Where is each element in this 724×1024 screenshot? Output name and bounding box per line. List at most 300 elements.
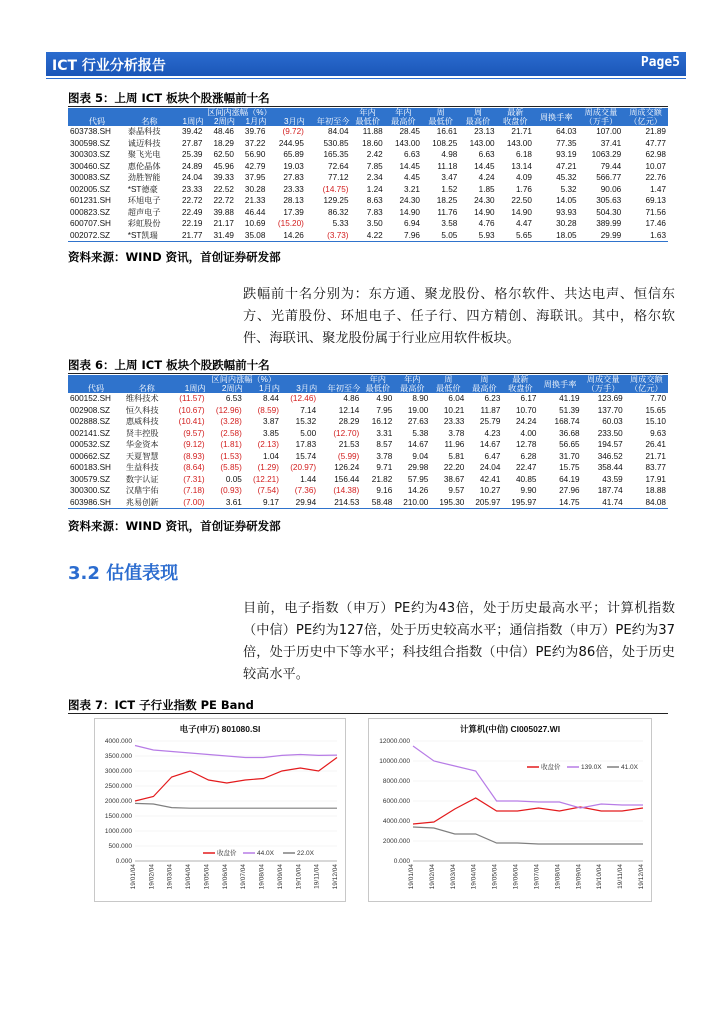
- table-cell: 58.48: [361, 497, 394, 509]
- table-cell: 86.32: [328, 207, 349, 217]
- table-cell: 26.41: [645, 440, 666, 449]
- table-cell: 6.63: [478, 150, 495, 159]
- table-cell: (14.75): [322, 184, 349, 194]
- header-wlow-1: 周: [430, 375, 466, 384]
- header-vol-2: （万手）: [582, 384, 625, 393]
- table-cell: 3.78: [448, 428, 465, 438]
- x-tick-label: 19/03/04: [449, 864, 457, 890]
- table-cell: 18.60: [362, 138, 383, 148]
- table-row: [68, 497, 668, 509]
- table-cell: 8.90: [412, 394, 429, 403]
- header-m1: 1月内: [244, 384, 281, 393]
- x-tick-label: 19/06/04: [221, 864, 229, 890]
- table-cell: 346.52: [597, 451, 623, 461]
- stock-code: 300460.SZ: [70, 161, 111, 171]
- table-cell: 25.39: [181, 150, 203, 159]
- header-whigh-1: 周: [466, 375, 502, 384]
- table-cell: 8.63: [366, 196, 383, 205]
- y-tick-label: 4000.000: [382, 818, 410, 825]
- x-tick-label: 19/11/04: [313, 864, 321, 889]
- table-cell: 7.83: [366, 207, 383, 217]
- table-cell: 1.04: [263, 451, 279, 461]
- table-cell: (8.64): [183, 463, 205, 472]
- series-line-1: [413, 746, 643, 808]
- table-cell: 4.47: [515, 219, 532, 228]
- table-cell: 123.69: [597, 394, 623, 403]
- legend-label: 41.0X: [621, 764, 638, 771]
- table-cell: (8.59): [257, 405, 279, 415]
- x-tick-label: 19/10/04: [295, 864, 303, 890]
- table-cell: 9.57: [448, 486, 465, 495]
- table-cell: 3.58: [441, 219, 458, 228]
- header-high52-1: 年内: [394, 375, 430, 384]
- y-tick-label: 2500.000: [104, 783, 132, 790]
- table-cell: 84.04: [328, 127, 349, 136]
- series-line-0: [135, 758, 337, 802]
- table-cell: (7.36): [294, 486, 317, 495]
- table-cell: 28.13: [283, 196, 304, 205]
- table-cell: 57.95: [407, 474, 429, 484]
- table-cell: (1.29): [257, 463, 279, 472]
- table-cell: 35.08: [236, 230, 267, 242]
- header-high52-2: 最高价: [385, 117, 422, 126]
- table-cell: 194.57: [597, 440, 623, 449]
- table-cell: 14.67: [479, 440, 501, 449]
- table-cell: 18.88: [645, 486, 666, 495]
- table-cell: 79.44: [600, 161, 622, 171]
- table-cell: 126.24: [334, 463, 360, 472]
- table-cell: 2.42: [366, 150, 383, 159]
- table-cell: 29.99: [579, 230, 624, 242]
- table-cell: 195.97: [502, 497, 538, 509]
- stock-name: 聚飞光电: [127, 150, 161, 159]
- table-cell: 64.03: [556, 127, 577, 136]
- table-cell: 305.63: [596, 196, 622, 205]
- table-cell: 7.14: [300, 405, 317, 415]
- chart-electronics-svg: [95, 719, 345, 901]
- y-tick-label: 1000.000: [104, 828, 132, 835]
- table-cell: 11.76: [437, 207, 458, 217]
- table-cell: 7.85: [366, 161, 383, 171]
- table-cell: 195.30: [430, 497, 466, 509]
- table-row: [68, 474, 668, 486]
- stock-name: *ST凯瑞: [126, 230, 173, 242]
- table-cell: 30.28: [244, 184, 266, 194]
- header-close-2: 收盘价: [497, 117, 534, 126]
- table-cell: 19.03: [283, 161, 304, 171]
- x-tick-label: 19/01/04: [408, 864, 415, 890]
- table-cell: 83.77: [645, 463, 666, 472]
- table-cell: (2.13): [257, 440, 279, 449]
- table-cell: 4.00: [520, 428, 537, 438]
- table-cell: 23.13: [474, 127, 495, 136]
- header-low52-1: 年内: [351, 108, 385, 117]
- table-cell: 39.42: [181, 127, 203, 136]
- table-cell: 15.65: [645, 405, 666, 415]
- series-line-2: [135, 803, 337, 808]
- table-cell: (14.38): [333, 486, 360, 495]
- table-cell: 4.86: [343, 394, 360, 403]
- stock-code: 002908.SZ: [70, 405, 111, 415]
- table-cell: 24.30: [399, 196, 420, 205]
- x-tick-label: 19/02/04: [148, 864, 156, 890]
- table-cell: (10.67): [178, 405, 205, 415]
- table-cell: 21.82: [371, 474, 393, 484]
- header-amt-2: （亿元）: [625, 384, 668, 393]
- header-whigh-2: 最高价: [466, 384, 502, 393]
- header-high52-1: 年内: [385, 108, 422, 117]
- stock-code: 600707.SH: [70, 219, 111, 228]
- table-cell: 5.81: [448, 451, 465, 461]
- header-code: 代码: [68, 117, 126, 126]
- table-cell: 1.47: [650, 184, 666, 194]
- table-cell: 17.91: [645, 474, 666, 484]
- table-cell: 18.05: [534, 230, 579, 242]
- table-cell: 14.67: [407, 440, 429, 449]
- stock-name: 恒久科技: [125, 405, 159, 415]
- y-tick-label: 10000.000: [379, 758, 410, 765]
- header-name: 名称: [124, 384, 170, 393]
- table-cell: (7.31): [183, 474, 205, 484]
- table-cell: 214.53: [318, 497, 361, 509]
- table-cell: 16.12: [371, 417, 393, 426]
- table-cell: 244.95: [278, 138, 304, 148]
- table-cell: 17.83: [295, 440, 317, 449]
- table-cell: 14.45: [399, 161, 420, 171]
- chart-title: 计算机(中信) CI005027.WI: [459, 724, 561, 734]
- report-title: ICT 行业分析报告: [52, 58, 166, 74]
- stock-name: 诚迈科技: [127, 138, 161, 148]
- x-tick-label: 19/07/04: [533, 864, 541, 890]
- table-cell: 71.56: [645, 207, 666, 217]
- stock-code: 300579.SZ: [70, 474, 111, 484]
- header-m3: 3月内: [281, 384, 318, 393]
- table-cell: (7.18): [183, 486, 205, 495]
- table-cell: 65.89: [283, 150, 304, 159]
- table-cell: 60.03: [602, 417, 623, 426]
- header-name: 名称: [126, 117, 173, 126]
- table-cell: (2.58): [220, 428, 242, 438]
- fig6-table: [68, 375, 668, 509]
- table-cell: 56.90: [244, 150, 266, 159]
- table-cell: 39.33: [213, 173, 234, 182]
- header-m3: 3月内: [267, 117, 305, 126]
- table-cell: (5.85): [220, 463, 242, 472]
- stock-name: 天夏智慧: [125, 451, 159, 461]
- table-cell: 3.78: [376, 451, 393, 461]
- table-cell: 11.87: [480, 405, 501, 415]
- table-row: [68, 439, 668, 451]
- table-cell: 9.90: [520, 486, 537, 495]
- table-cell: 1.85: [478, 184, 495, 194]
- table-cell: 11.88: [362, 127, 383, 136]
- table-row: [68, 405, 668, 417]
- fig5-title-rule: [68, 106, 668, 107]
- header-w1: 1周内: [169, 384, 206, 393]
- table-cell: (9.12): [183, 440, 205, 449]
- header-low52-2: 最低价: [351, 117, 385, 126]
- table-cell: (8.93): [183, 451, 205, 461]
- table-cell: 31.49: [204, 230, 235, 242]
- stock-code: 300598.SZ: [70, 138, 111, 148]
- x-tick-label: 19/06/04: [512, 864, 520, 890]
- table-cell: 93.93: [556, 207, 577, 217]
- table-cell: 24.30: [474, 196, 495, 205]
- header-wlow-1: 周: [422, 108, 459, 117]
- table-cell: 64.19: [559, 474, 580, 484]
- chart-computer: [368, 718, 652, 902]
- table-cell: 7.96: [385, 230, 422, 242]
- table-cell: 143.00: [394, 138, 420, 148]
- table-cell: (11.57): [179, 394, 205, 403]
- fig6-title: 图表 6：上周 ICT 板块个股跌幅前十名: [68, 358, 270, 372]
- table-cell: 143.00: [506, 138, 532, 148]
- table-cell: (0.93): [220, 486, 242, 495]
- table-cell: 8.57: [376, 440, 393, 449]
- table-cell: 3.31: [376, 428, 393, 438]
- stock-name: 环旭电子: [127, 196, 161, 205]
- y-tick-label: 3500.000: [104, 753, 132, 760]
- table-cell: (1.81): [220, 440, 242, 449]
- table-cell: 156.44: [334, 474, 360, 484]
- stock-name: 超声电子: [127, 207, 161, 217]
- table-cell: 47.21: [556, 161, 577, 171]
- header-high52-2: 最高价: [394, 384, 430, 393]
- table-cell: 90.06: [600, 184, 622, 194]
- table-cell: 530.85: [323, 138, 349, 148]
- table-cell: 143.00: [469, 138, 495, 148]
- table-cell: 9.04: [412, 451, 429, 461]
- x-tick-label: 19/11/04: [617, 864, 625, 889]
- header-wlow-2: 最低价: [430, 384, 466, 393]
- legend-label: 139.0X: [581, 764, 602, 771]
- table-cell: 14.75: [538, 497, 581, 509]
- table-cell: 5.33: [332, 219, 349, 228]
- fig7-title-rule: [68, 713, 668, 714]
- header-close-1: 最新: [502, 375, 538, 384]
- table-cell: 43.59: [602, 474, 623, 484]
- table-cell: 41.19: [559, 394, 580, 403]
- stock-name: 惠伦晶体: [127, 161, 161, 171]
- table-cell: 6.53: [225, 394, 242, 403]
- table-cell: 10.21: [443, 405, 465, 415]
- y-tick-label: 2000.000: [382, 838, 410, 845]
- table-cell: 37.22: [244, 138, 266, 148]
- paragraph-decliners: 跌幅前十名分别为：东方通、聚龙股份、格尔软件、共达电声、恒信东方、光莆股份、环旭电子、任子行、四方精创、海联讯。其中，格尔软件、海联讯、聚龙股份属于行业应用软件板块。: [243, 287, 675, 346]
- table-cell: 29.98: [407, 463, 429, 472]
- header-amt-1: 周成交额: [625, 375, 668, 384]
- stock-name: 华金资本: [125, 440, 159, 449]
- table-cell: 1.44: [300, 474, 317, 484]
- table-cell: 42.79: [244, 161, 266, 171]
- table-cell: (9.57): [183, 428, 205, 438]
- table-cell: 27.83: [283, 173, 304, 182]
- header-amt-2: （亿元）: [623, 117, 668, 126]
- table-cell: 14.26: [267, 230, 305, 242]
- table-cell: 31.70: [559, 451, 580, 461]
- table-cell: 4.90: [376, 394, 393, 403]
- header-close-2: 收盘价: [502, 384, 538, 393]
- table-cell: 233.50: [597, 428, 623, 438]
- table-cell: 9.17: [244, 497, 281, 509]
- table-cell: (12.70): [333, 428, 360, 438]
- x-tick-label: 19/12/04: [332, 864, 339, 890]
- table-cell: 15.10: [645, 417, 666, 426]
- x-tick-label: 19/12/04: [638, 864, 645, 890]
- table-cell: 12.14: [338, 405, 360, 415]
- table-cell: 108.25: [432, 138, 458, 148]
- chart-electronics: [94, 718, 346, 902]
- table-cell: 23.33: [443, 417, 465, 426]
- table-cell: 37.41: [600, 138, 622, 148]
- header-low52-1: 年内: [361, 375, 394, 384]
- table-cell: 5.00: [300, 428, 317, 438]
- stock-code: 601231.SH: [70, 196, 111, 205]
- chart-computer-svg: [369, 719, 651, 901]
- stock-code: 002072.SZ: [68, 230, 126, 242]
- table-row: [68, 451, 668, 463]
- table-cell: 24.24: [515, 417, 537, 426]
- table-cell: (3.28): [220, 417, 242, 426]
- table-cell: (5.99): [337, 451, 360, 461]
- table-row: [68, 161, 668, 173]
- table-cell: 22.19: [181, 219, 203, 228]
- table-cell: 10.27: [479, 486, 501, 495]
- table-cell: 5.32: [560, 184, 577, 194]
- table-cell: 29.94: [281, 497, 318, 509]
- table-cell: 22.20: [443, 463, 465, 472]
- table-cell: (9.72): [282, 127, 304, 136]
- header-wlow-2: 最低价: [422, 117, 459, 126]
- table-cell: 165.35: [323, 150, 349, 159]
- table-cell: 21.17: [213, 219, 234, 228]
- table-cell: 137.70: [597, 405, 623, 415]
- table-cell: 27.63: [407, 417, 429, 426]
- table-cell: 36.68: [559, 428, 580, 438]
- table-cell: 18.25: [436, 196, 458, 205]
- table-row: [68, 393, 668, 405]
- table-cell: 23.33: [283, 184, 304, 194]
- table-cell: (12.21): [253, 474, 279, 484]
- table-cell: 13.14: [511, 161, 532, 171]
- table-cell: 205.97: [466, 497, 502, 509]
- stock-code: 600152.SH: [70, 394, 111, 403]
- header-close-1: 最新: [497, 108, 534, 117]
- table-row: [68, 149, 668, 161]
- stock-code: 000532.SZ: [70, 440, 111, 449]
- stock-code: 002005.SZ: [70, 184, 111, 194]
- fig5-title: 图表 5：上周 ICT 板块个股涨幅前十名: [68, 91, 270, 105]
- table-cell: 6.17: [520, 394, 537, 403]
- x-tick-label: 19/08/04: [554, 864, 562, 890]
- table-cell: 15.75: [559, 463, 580, 472]
- header-ytd: 年初至今: [318, 384, 361, 393]
- table-cell: 84.08: [625, 497, 668, 509]
- table-cell: 15.32: [295, 417, 317, 426]
- y-tick-label: 2000.000: [104, 798, 132, 805]
- series-line-2: [413, 827, 643, 844]
- table-cell: 210.00: [394, 497, 430, 509]
- table-cell: 42.41: [479, 474, 501, 484]
- table-cell: 22.72: [181, 196, 203, 205]
- table-cell: 69.13: [645, 196, 666, 205]
- section-heading: 3.2 估值表现: [68, 563, 179, 584]
- x-tick-label: 19/08/04: [258, 864, 266, 890]
- header-turn: 周换手率: [538, 375, 581, 393]
- table-cell: 129.25: [323, 196, 349, 205]
- table-cell: 37.95: [244, 173, 266, 182]
- table-cell: (20.97): [290, 463, 317, 472]
- table-cell: 14.45: [474, 161, 495, 171]
- table-row: [68, 218, 668, 230]
- table-cell: 28.45: [399, 127, 420, 136]
- table-cell: 9.71: [376, 463, 393, 472]
- table-cell: 14.90: [474, 207, 495, 217]
- table-cell: 6.94: [404, 219, 420, 228]
- y-tick-label: 500.000: [108, 843, 132, 850]
- x-tick-label: 19/05/04: [491, 864, 499, 890]
- table-cell: 4.45: [404, 173, 420, 182]
- paragraph-valuation: 目前，电子指数（申万）PE约为43倍，处于历史最高水平；计算机指数（中信）PE约为127倍，处于历史较高水平；通信指数（申万）PE约为37倍，处于历史中下等水平；科技组合指数（中信）PE约为86倍，处于历史较高水平。: [243, 601, 675, 682]
- table-row: [68, 485, 668, 497]
- table-cell: 21.33: [244, 196, 266, 205]
- table-cell: 0.05: [225, 474, 242, 484]
- header-vol-1: 周成交量: [582, 375, 625, 384]
- stock-code: 603986.SH: [68, 497, 124, 509]
- table-cell: 8.44: [263, 394, 279, 403]
- table-cell: 48.46: [213, 127, 234, 136]
- table-cell: 168.74: [554, 417, 580, 426]
- stock-name: 汉鼎宇佑: [125, 486, 159, 495]
- table-cell: 14.90: [399, 207, 420, 217]
- x-tick-label: 19/09/04: [276, 864, 284, 890]
- table-cell: 7.70: [650, 394, 666, 403]
- table-cell: 14.26: [407, 486, 429, 495]
- table-cell: 23.33: [181, 184, 203, 194]
- header-whigh-1: 周: [459, 108, 496, 117]
- table-cell: (1.53): [220, 451, 242, 461]
- table-row: [68, 126, 668, 138]
- table-cell: 11.96: [444, 440, 465, 449]
- table-cell: 3.50: [366, 219, 383, 228]
- table-cell: 27.96: [559, 486, 580, 495]
- header-divider: [46, 78, 686, 79]
- x-tick-label: 19/09/04: [575, 864, 583, 890]
- x-tick-label: 19/03/04: [166, 864, 174, 890]
- stock-code: 002141.SZ: [70, 428, 111, 438]
- table-row: [68, 416, 668, 428]
- table-cell: 6.28: [520, 451, 537, 461]
- y-tick-label: 3000.000: [104, 768, 132, 775]
- fig5-table-body: [68, 126, 668, 242]
- table-cell: 16.61: [436, 127, 458, 136]
- table-cell: 566.77: [596, 173, 622, 182]
- table-cell: 5.05: [422, 230, 459, 242]
- stock-code: 300083.SZ: [70, 173, 111, 182]
- table-cell: 4.98: [441, 150, 458, 159]
- header-vol-1: 周成交量: [579, 108, 624, 117]
- stock-code: 000823.SZ: [70, 207, 111, 217]
- table-cell: 77.12: [328, 173, 349, 182]
- fig6-title-rule: [68, 373, 668, 374]
- table-cell: 22.50: [511, 196, 532, 205]
- table-cell: 19.00: [407, 405, 429, 415]
- table-cell: (10.41): [178, 417, 205, 426]
- header-whigh-2: 最高价: [459, 117, 496, 126]
- table-cell: 27.87: [181, 138, 203, 148]
- y-tick-label: 12000.000: [379, 738, 410, 745]
- table-cell: 17.46: [645, 219, 666, 228]
